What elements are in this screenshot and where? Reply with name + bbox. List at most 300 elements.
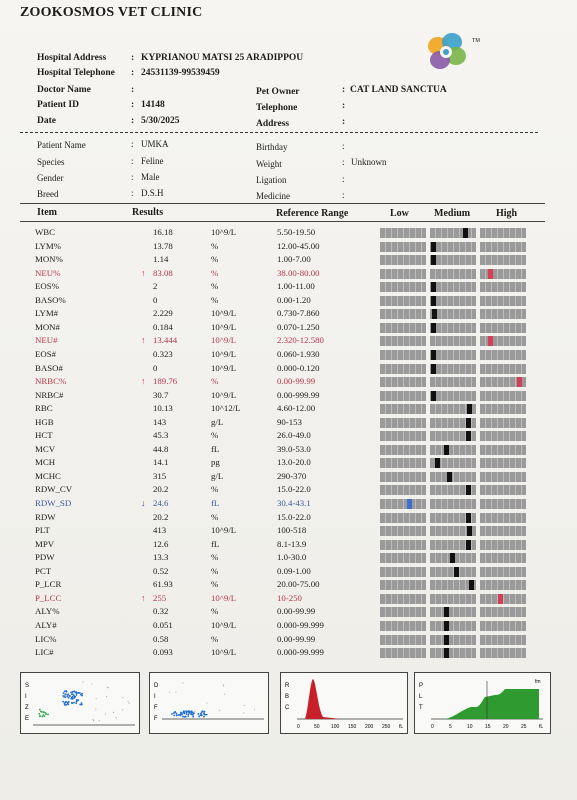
axis-letter: I: [25, 694, 27, 700]
level-marker: [467, 404, 472, 414]
scatter-point: [62, 701, 64, 703]
level-bar-segment: [430, 255, 476, 265]
row-item-name: MCHC: [35, 470, 61, 481]
scatter-point: [183, 712, 185, 714]
level-bar-segment: [430, 607, 476, 617]
row-result: 20.2: [153, 511, 169, 522]
row-result: 10.13: [153, 403, 173, 414]
level-bar: [380, 594, 526, 604]
gender-value: Male: [141, 172, 160, 182]
row-unit: pg: [211, 457, 220, 468]
scatter-point: [93, 720, 94, 721]
level-bar: [380, 648, 526, 658]
scatter-point: [244, 705, 245, 706]
breed-label: Breed: [37, 189, 59, 199]
row-reference-range: 8.1-13.9: [277, 538, 307, 549]
level-bar: [380, 309, 526, 319]
level-marker: [467, 526, 472, 536]
rbc-curve: [297, 679, 341, 719]
scatter-point: [40, 711, 42, 713]
level-bar-segment: [380, 485, 426, 495]
scatter-point: [73, 702, 75, 704]
scatter-point: [107, 687, 108, 688]
row-result: 12.6: [153, 538, 169, 549]
level-bar-segment: [480, 526, 526, 536]
scatter-point: [38, 713, 40, 715]
colon: :: [342, 101, 346, 111]
table-row: [0, 484, 577, 497]
scatter-point: [192, 711, 194, 713]
scatter-point: [175, 692, 176, 693]
row-reference-range: 1.0-30.0: [277, 552, 307, 563]
patient-name-label: Patient Name: [37, 140, 86, 150]
row-unit: 10^9/L: [211, 592, 237, 603]
row-result: 20.2: [153, 484, 169, 495]
scatter-point: [79, 704, 81, 706]
row-result: 255: [153, 592, 167, 603]
table-row: [0, 430, 577, 443]
level-bar-segment: [480, 418, 526, 428]
level-bar-segment: [380, 621, 426, 631]
patient-name-value: UMKA: [141, 139, 169, 149]
level-bar-segment: [430, 445, 476, 455]
level-marker: [469, 580, 474, 590]
row-result: 16.18: [153, 227, 173, 237]
row-item-name: HGB: [35, 416, 54, 427]
row-item-name: PCT: [35, 565, 52, 576]
level-bar: [380, 553, 526, 563]
level-bar: [380, 269, 526, 279]
level-bar-segment: [430, 228, 476, 238]
row-result: 0.093: [153, 647, 173, 658]
scatter-point: [202, 710, 204, 712]
row-result: 13.444: [153, 335, 178, 346]
level-bar-segment: [430, 621, 476, 631]
doctor-name-label: Doctor Name: [37, 85, 91, 95]
scatter-point: [63, 692, 65, 694]
level-marker: [444, 648, 449, 658]
date-label: Date: [37, 116, 56, 126]
scatter-point: [47, 714, 49, 716]
row-reference-range: 0.730-7.860: [277, 308, 320, 319]
row-reference-range: 10-250: [277, 592, 302, 603]
colon: :: [131, 188, 134, 198]
row-unit: %: [211, 376, 219, 387]
size-scatter-plot: [20, 672, 140, 734]
scatter-point: [243, 712, 244, 713]
row-unit: 10^9/L: [211, 619, 237, 630]
level-bar: [380, 242, 526, 252]
scatter-point: [193, 712, 195, 714]
level-bar-segment: [480, 296, 526, 306]
clinic-name: ZOOKOSMOS VET CLINIC: [20, 5, 203, 20]
row-item-name: HCT: [35, 430, 53, 441]
row-unit: 10^9/L: [211, 525, 237, 536]
level-marker: [466, 431, 471, 441]
row-unit: %: [211, 240, 219, 251]
level-marker: [466, 513, 471, 523]
table-row: [0, 566, 577, 579]
species-label: Species: [37, 157, 65, 167]
row-item-name: ALY#: [35, 619, 57, 630]
row-result: 1.14: [153, 254, 169, 265]
level-bar-segment: [430, 567, 476, 577]
row-unit: %: [211, 294, 219, 305]
level-bar-segment: [480, 269, 526, 279]
level-marker: [444, 635, 449, 645]
colon: :: [131, 172, 134, 182]
plt-curve: [445, 689, 539, 719]
scatter-point: [70, 692, 72, 694]
level-bar-segment: [480, 458, 526, 468]
scatter-point: [108, 687, 109, 688]
level-bar-segment: [430, 648, 476, 658]
row-item-name: BASO%: [35, 294, 66, 305]
row-result: 0.184: [153, 321, 173, 332]
level-bar: [380, 635, 526, 645]
scatter-point: [99, 720, 100, 721]
colon: :: [131, 53, 135, 63]
row-result: 13.3: [153, 552, 169, 563]
row-item-name: NEU#: [35, 335, 58, 346]
scatter-point: [64, 690, 66, 692]
row-result: 143: [153, 416, 167, 427]
level-bar: [380, 282, 526, 292]
level-bar-segment: [380, 269, 426, 279]
rbc-histogram: [280, 672, 408, 734]
row-unit: %: [211, 267, 219, 278]
scatter-point: [83, 681, 84, 682]
level-marker: [466, 540, 471, 550]
colon: :: [342, 141, 345, 151]
col-header-results: Results: [132, 207, 164, 218]
scatter-point: [69, 695, 71, 697]
level-marker: [431, 350, 436, 360]
level-bar-segment: [480, 282, 526, 292]
row-item-name: PDW: [35, 552, 55, 563]
level-bar: [380, 255, 526, 265]
x-tick-label: 100: [331, 724, 340, 730]
row-unit: 10^9/L: [211, 647, 237, 658]
divider: [20, 132, 538, 133]
level-bar: [380, 418, 526, 428]
level-bar-segment: [380, 472, 426, 482]
row-item-name: RBC: [35, 403, 53, 414]
axis-letter: F: [154, 705, 158, 711]
axis-letter: R: [285, 683, 290, 689]
axis-letter: S: [25, 683, 30, 689]
level-marker: [407, 499, 412, 509]
table-row: [0, 349, 577, 362]
table-row: [0, 457, 577, 470]
row-unit: 10^9/L: [211, 348, 237, 359]
x-tick-label: 20: [503, 724, 509, 730]
level-bar-segment: [430, 635, 476, 645]
level-bar: [380, 350, 526, 360]
scatter-point: [169, 692, 170, 693]
row-unit: 10^9/L: [211, 335, 237, 346]
row-unit: %: [211, 281, 219, 292]
row-reference-range: 0.000-0.120: [277, 362, 320, 373]
scatter-point: [173, 715, 175, 717]
row-unit: g/L: [211, 470, 224, 481]
level-bar: [380, 228, 526, 238]
ligation-label: Ligation: [256, 175, 287, 185]
x-tick-label: 150: [348, 724, 357, 730]
row-reference-range: 0.09-1.00: [277, 565, 311, 576]
row-item-name: LIC#: [35, 647, 54, 658]
level-bar-segment: [480, 350, 526, 360]
level-bar-segment: [380, 404, 426, 414]
row-unit: 10^9/L: [211, 389, 237, 400]
scatter-point: [96, 698, 97, 699]
level-bar-segment: [480, 445, 526, 455]
table-row: [0, 579, 577, 592]
table-row: [0, 525, 577, 538]
scatter-point: [176, 714, 178, 716]
row-reference-range: 20.00-75.00: [277, 579, 320, 590]
row-result: 44.8: [153, 443, 169, 454]
table-row: [0, 552, 577, 565]
scatter-point: [197, 713, 199, 715]
level-bar-segment: [480, 499, 526, 509]
row-result: 0: [153, 362, 158, 373]
row-item-name: NRBC%: [35, 376, 67, 387]
level-bar-segment: [380, 255, 426, 265]
row-result: 30.7: [153, 389, 169, 400]
row-reference-range: 290-370: [277, 470, 307, 481]
x-tick-label: 25: [521, 724, 527, 730]
level-bar-segment: [430, 336, 476, 346]
level-bar-segment: [430, 323, 476, 333]
x-tick-label: 0: [431, 724, 434, 730]
level-bar: [380, 540, 526, 550]
scatter-point: [63, 696, 64, 697]
table-row: [0, 417, 577, 430]
scatter-point: [43, 715, 45, 717]
scatter-point: [129, 703, 130, 704]
table-row: [0, 322, 577, 335]
axis-letter: E: [25, 716, 30, 722]
colon: :: [131, 68, 135, 78]
level-bar: [380, 431, 526, 441]
level-bar-segment: [480, 431, 526, 441]
row-reference-range: 0.00-999.99: [277, 389, 320, 400]
level-marker: [431, 364, 436, 374]
row-unit: 10^9/L: [211, 362, 237, 373]
axis-letter: F: [154, 716, 158, 722]
row-flag: ↑: [141, 376, 146, 387]
table-row: [0, 254, 577, 267]
level-marker: [454, 567, 459, 577]
level-bar: [380, 513, 526, 523]
table-row: [0, 281, 577, 294]
row-result: 24.6: [153, 498, 169, 508]
row-unit: %: [211, 606, 219, 617]
unit-label: fm: [535, 679, 541, 685]
level-bar-segment: [480, 553, 526, 563]
level-bar-segment: [380, 445, 426, 455]
level-bar: [380, 526, 526, 536]
level-bar-segment: [380, 635, 426, 645]
scatter-point: [45, 712, 47, 714]
level-bar-segment: [480, 404, 526, 414]
row-unit: %: [211, 552, 219, 563]
row-result: 189.76: [153, 376, 178, 387]
row-reference-range: 0.00-1.20: [277, 294, 311, 305]
level-bar-segment: [380, 580, 426, 590]
row-reference-range: 26.0-49.0: [277, 430, 311, 441]
level-bar-segment: [430, 499, 476, 509]
scatter-point: [75, 702, 76, 703]
scatter-point: [75, 702, 77, 704]
row-reference-range: 2.320-12.580: [277, 335, 324, 346]
scatter-point: [72, 691, 74, 693]
level-bar-segment: [380, 648, 426, 658]
row-item-name: RDW_CV: [35, 484, 73, 495]
x-tick-label: 5: [449, 724, 452, 730]
col-header-reference: Reference Range: [276, 208, 349, 219]
row-result: 0.323: [153, 348, 173, 359]
scatter-point: [39, 715, 41, 717]
level-bar-segment: [380, 296, 426, 306]
table-row: [0, 390, 577, 403]
level-bar-segment: [480, 580, 526, 590]
x-tick-label: 10: [467, 724, 473, 730]
level-marker: [444, 445, 449, 455]
level-bar-segment: [380, 540, 426, 550]
level-bar-segment: [380, 499, 426, 509]
axis-letter: L: [419, 694, 423, 700]
col-header-low: Low: [390, 208, 409, 219]
weight-label: Weight: [256, 159, 282, 169]
pet-owner-label: Pet Owner: [256, 87, 300, 97]
row-item-name: NRBC#: [35, 389, 64, 400]
scatter-point: [206, 714, 208, 716]
table-row: [0, 593, 577, 606]
clinic-logo: [424, 30, 470, 74]
level-bar-segment: [430, 282, 476, 292]
level-bar-segment: [380, 350, 426, 360]
row-result: 14.1: [153, 457, 169, 468]
level-marker: [444, 607, 449, 617]
col-header-medium: Medium: [434, 208, 471, 219]
row-unit: %: [211, 633, 219, 644]
row-reference-range: 38.00-80.00: [277, 267, 320, 278]
x-tick-label: 250: [382, 724, 391, 730]
table-row: [0, 498, 577, 511]
level-bar-segment: [480, 513, 526, 523]
scatter-point: [203, 712, 205, 714]
row-reference-range: 0.00-99.99: [277, 633, 316, 644]
row-unit: fL: [211, 538, 220, 549]
row-unit: fL: [211, 498, 220, 508]
row-reference-range: 15.0-22.0: [277, 511, 311, 522]
scatter-point: [74, 697, 76, 699]
level-bar-segment: [430, 364, 476, 374]
scatter-point: [71, 702, 73, 704]
trademark-label: TM: [472, 38, 480, 44]
scatter-point: [219, 710, 220, 711]
table-row: [0, 647, 577, 660]
colon: :: [342, 117, 346, 127]
scatter-point: [171, 713, 173, 715]
level-marker: [463, 228, 468, 238]
axis-letter: D: [154, 683, 159, 689]
level-bar-segment: [380, 364, 426, 374]
axis-letter: B: [285, 694, 290, 700]
scatter-point: [185, 710, 187, 712]
row-reference-range: 39.0-53.0: [277, 443, 311, 454]
level-bar: [380, 499, 526, 509]
scatter-point: [122, 709, 123, 710]
scatter-point: [76, 694, 78, 696]
level-marker: [435, 458, 440, 468]
row-reference-range: 0.000-99.999: [277, 619, 324, 630]
scatter-point: [41, 716, 43, 718]
level-marker: [447, 472, 452, 482]
level-marker: [488, 269, 493, 279]
level-bar-segment: [380, 228, 426, 238]
level-bar-segment: [380, 377, 426, 387]
level-bar-segment: [430, 391, 476, 401]
level-bar-segment: [430, 269, 476, 279]
level-bar-segment: [380, 607, 426, 617]
table-row: [0, 227, 577, 240]
scatter-point: [64, 695, 65, 696]
row-item-name: MON%: [35, 254, 63, 265]
level-bar-segment: [380, 336, 426, 346]
colon: :: [342, 157, 345, 167]
row-unit: %: [211, 565, 219, 576]
row-reference-range: 1.00-7.00: [277, 254, 311, 265]
level-bar-segment: [380, 309, 426, 319]
level-bar-segment: [480, 485, 526, 495]
level-bar-segment: [380, 282, 426, 292]
table-row: [0, 539, 577, 552]
row-reference-range: 0.000-99.999: [277, 647, 324, 658]
scatter-point: [180, 713, 182, 715]
scatter-point: [91, 684, 92, 685]
patient-id-label: Patient ID: [37, 100, 79, 110]
scatter-point: [123, 697, 124, 698]
level-bar-segment: [380, 526, 426, 536]
level-bar-segment: [480, 323, 526, 333]
col-header-item: Item: [37, 207, 57, 218]
level-bar-segment: [480, 391, 526, 401]
scatter-point: [78, 692, 80, 694]
level-marker: [444, 621, 449, 631]
row-item-name: NEU%: [35, 267, 61, 278]
row-reference-range: 1.00-11.00: [277, 281, 315, 292]
level-bar: [380, 607, 526, 617]
table-row: [0, 363, 577, 376]
x-tick-label: 50: [314, 724, 320, 730]
level-bar-segment: [480, 567, 526, 577]
scatter-point: [64, 704, 66, 706]
scatter-point: [39, 709, 41, 711]
scatter-point: [65, 701, 67, 703]
level-bar: [380, 580, 526, 590]
level-bar-segment: [480, 648, 526, 658]
row-result: 0.58: [153, 633, 169, 644]
scatter-point: [187, 715, 189, 717]
level-bar-segment: [480, 607, 526, 617]
row-result: 0.051: [153, 619, 173, 630]
scatter-point: [67, 702, 69, 704]
level-bar-segment: [480, 472, 526, 482]
row-item-name: BASO#: [35, 362, 63, 373]
